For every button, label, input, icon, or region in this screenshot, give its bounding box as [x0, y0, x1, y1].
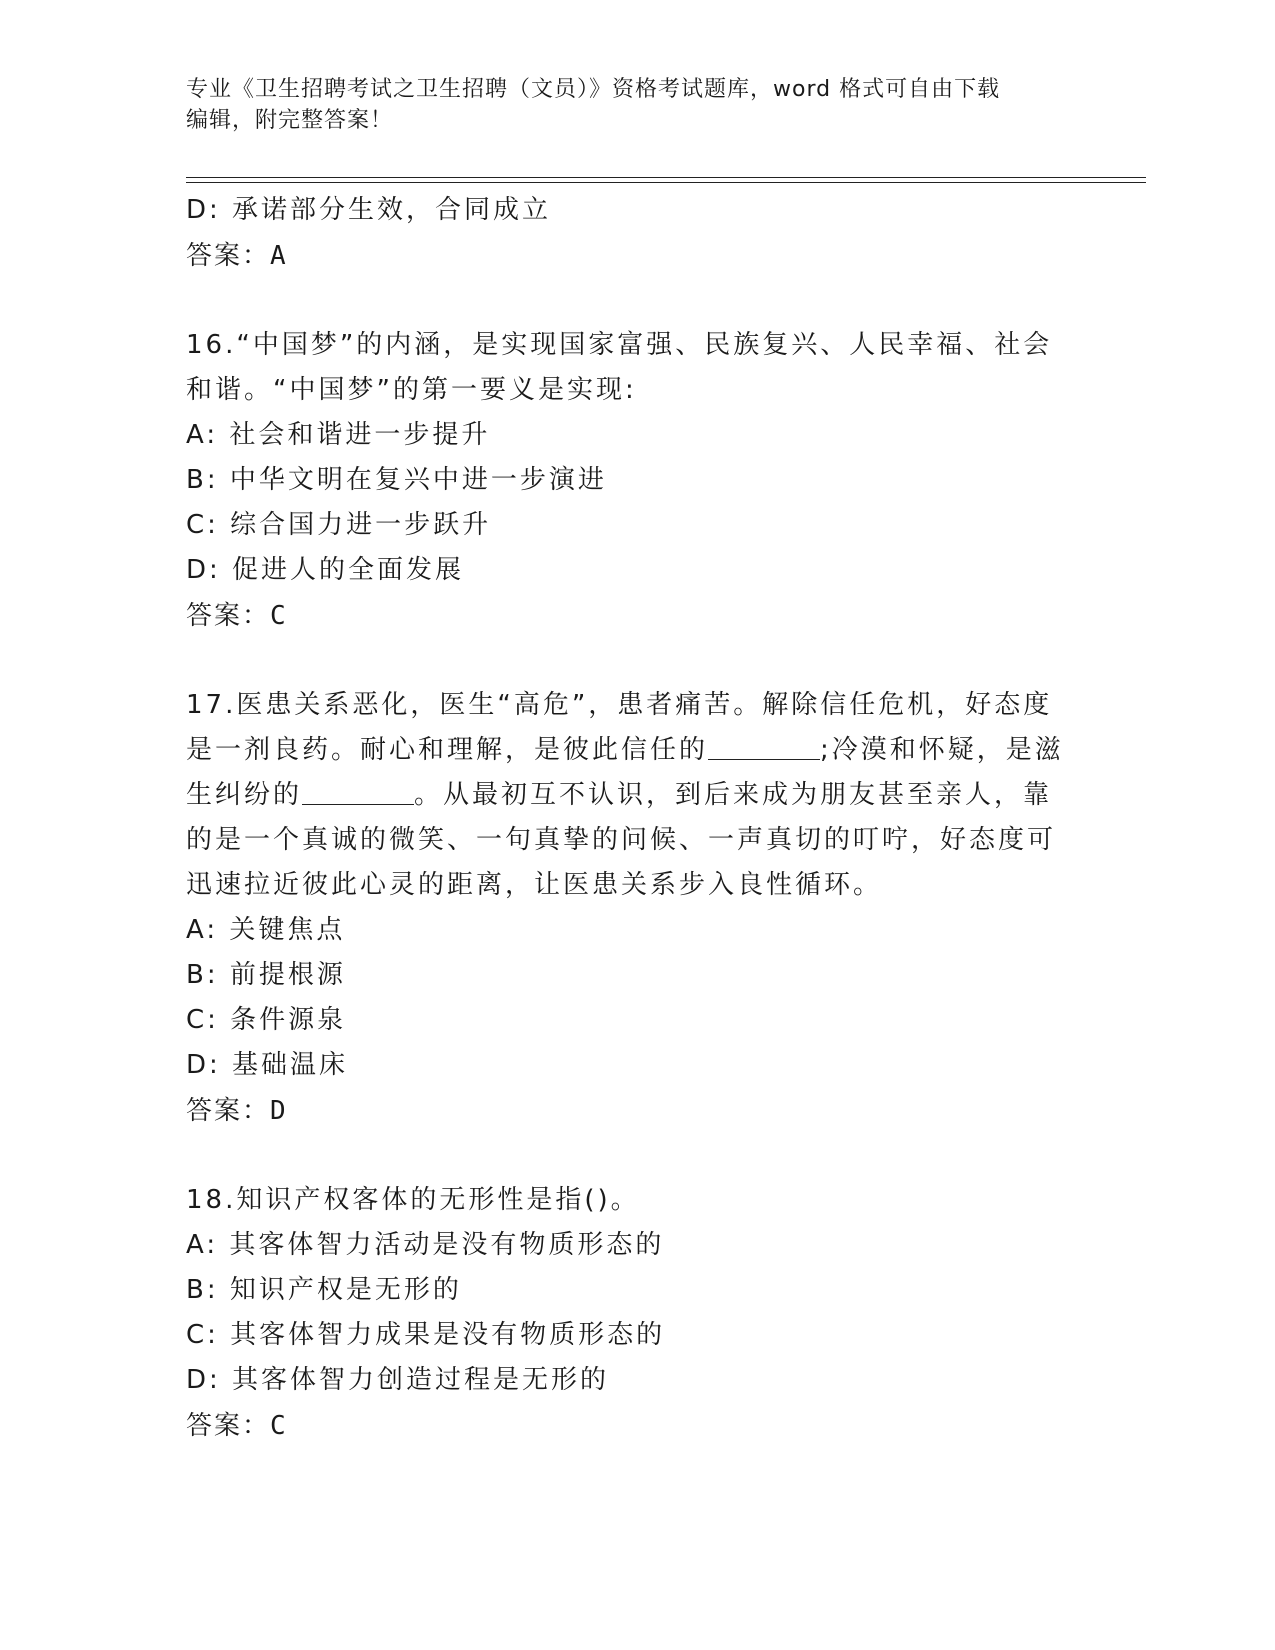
fill-in-blank [302, 774, 414, 805]
question-text-line: 和谐。“中国梦”的第一要义是实现: [186, 375, 637, 405]
question-text-line: 16.“中国梦”的内涵，是实现国家富强、民族复兴、人民幸福、社会 [186, 330, 1053, 360]
answer-value: C [270, 601, 288, 631]
answer-label: 答案： [186, 241, 271, 271]
option-c: C: 其客体智力成果是没有物质形态的 [186, 1320, 666, 1350]
fill-in-blank [708, 729, 820, 760]
answer-label: 答案： [186, 1411, 271, 1441]
option-d: D: 承诺部分生效，合同成立 [186, 195, 552, 225]
header-rule-bottom [186, 182, 1146, 183]
answer-line [186, 1088, 1086, 1134]
option-c: C: 条件源泉 [186, 1005, 347, 1035]
answer-value: D [270, 1096, 288, 1126]
question-text-segment: 生纠纷的 [186, 780, 303, 810]
question-text-segment: ;冷漠和怀疑，是滋 [820, 735, 1064, 765]
question-text-line: 迅速拉近彼此心灵的距离，让医患关系步入良性循环。 [186, 870, 883, 900]
page-header [186, 74, 1086, 136]
question-text-line: 的是一个真诚的微笑、一句真挚的问候、一声真切的叮咛，好态度可 [186, 825, 1057, 855]
answer-line [186, 1403, 1086, 1449]
question-text-segment: 。从最初互不认识，到后来成为朋友甚至亲人，靠 [414, 780, 1053, 810]
option-b: B: 中华文明在复兴中进一步演进 [186, 465, 607, 495]
answer-value: C [270, 1411, 288, 1441]
question-17 [186, 683, 1086, 1134]
answer-label: 答案： [186, 601, 271, 631]
question-18 [186, 1178, 1086, 1449]
question-text-line: 17.医患关系恶化，医生“高危”，患者痛苦。解除信任危机，好态度 [186, 690, 1053, 720]
option-d: D: 基础温床 [186, 1050, 349, 1080]
answer-value: A [270, 241, 288, 271]
header-line-1: 专业《卫生招聘考试之卫生招聘（文员）》资格考试题库，word 格式可自由下载 [186, 77, 1001, 102]
option-b: B: 前提根源 [186, 960, 346, 990]
header-rule-top [186, 177, 1146, 178]
option-b: B: 知识产权是无形的 [186, 1275, 462, 1305]
option-a: A: 其客体智力活动是没有物质形态的 [186, 1230, 665, 1260]
answer-line [186, 593, 1086, 639]
option-d: D: 其客体智力创造过程是无形的 [186, 1365, 610, 1395]
previous-question-tail [186, 188, 1086, 279]
option-c: C: 综合国力进一步跃升 [186, 510, 492, 540]
question-16 [186, 323, 1086, 639]
question-text-line [186, 728, 1086, 773]
option-a: A: 关键焦点 [186, 915, 346, 945]
question-content [186, 188, 1086, 1449]
question-text-segment: 是一剂良药。耐心和理解，是彼此信任的 [186, 735, 709, 765]
answer-label: 答案： [186, 1096, 271, 1126]
question-text-line: 18.知识产权客体的无形性是指()。 [186, 1185, 640, 1215]
header-line-2: 编辑，附完整答案！ [186, 108, 394, 133]
option-a: A: 社会和谐进一步提升 [186, 420, 491, 450]
answer-line [186, 233, 1086, 279]
option-d: D: 促进人的全面发展 [186, 555, 465, 585]
question-text-line [186, 773, 1086, 818]
